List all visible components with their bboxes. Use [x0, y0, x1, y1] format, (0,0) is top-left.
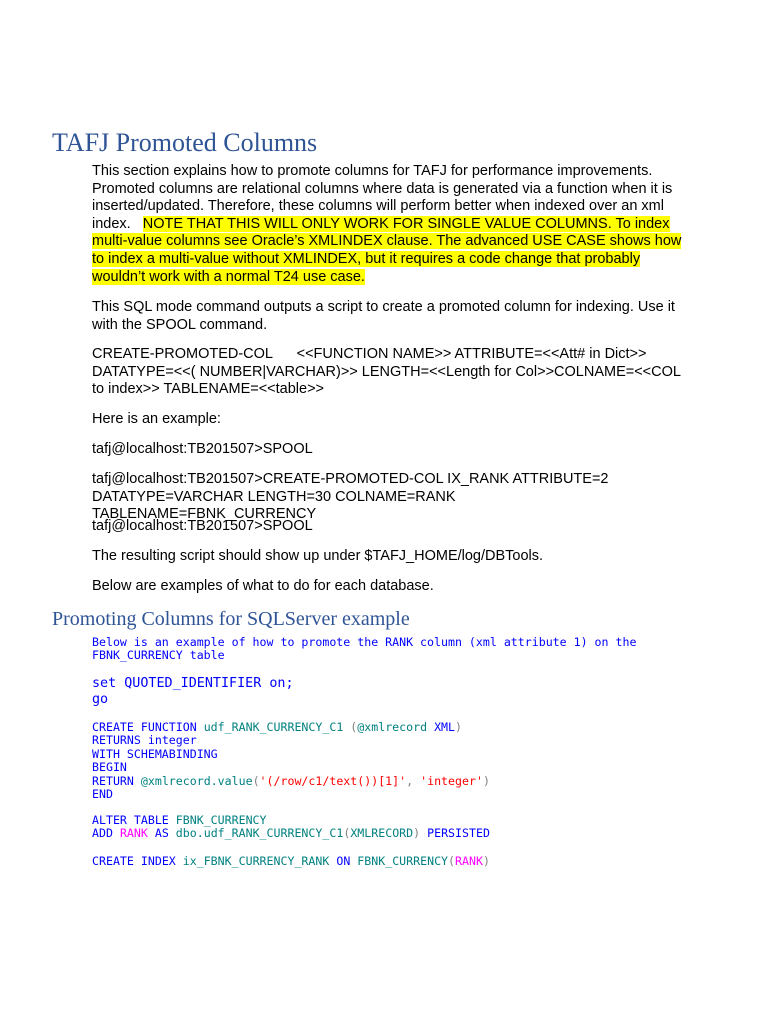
code-token: ADD	[92, 826, 113, 841]
code-token: QUOTED_IDENTIFIER	[124, 676, 262, 691]
code-token: TABLE	[133, 813, 169, 827]
code-token: FUNCTION	[140, 720, 197, 734]
below-paragraph: Below are examples of what to do for each database.	[92, 578, 434, 594]
section-title: Promoting Columns for SQLServer example	[52, 608, 410, 630]
code-token: (	[350, 720, 358, 734]
code-token: CREATE	[92, 720, 134, 734]
code-token: ALTER	[92, 813, 127, 827]
code-token: go	[92, 691, 109, 707]
command-create-promoted-col: tafj@localhost:TB201507>CREATE-PROMOTED-COL IX_RANK ATTRIBUTE=2 DATATYPE=VARCHAR LENGTH=30 COLNAME=RANK TABLENAME=FBNK_CURRENCY	[92, 471, 609, 523]
command-spool-end: tafj@localhost:TB201507>SPOOL	[92, 518, 313, 534]
code-token: END	[92, 787, 113, 802]
code-token: XMLRECORD	[350, 826, 414, 841]
code-token: integer	[147, 733, 197, 748]
code-token: @xmlrecord	[357, 720, 428, 734]
code-token: (	[252, 773, 260, 788]
code-token: RETURN	[92, 773, 134, 788]
code-token: RETURNS	[92, 733, 141, 748]
code-token: )	[455, 720, 463, 734]
code-token: XML	[434, 720, 456, 734]
example-intro: Here is an example:	[92, 411, 221, 427]
code-token: on;	[269, 676, 294, 691]
result-paragraph: The resulting script should show up under $TAFJ_HOME/log/DBTools.	[92, 548, 544, 564]
code-token: RANK	[119, 826, 148, 841]
code-token: dbo.udf_RANK_CURRENCY_C1	[175, 826, 344, 841]
code-token: CREATE	[92, 854, 134, 868]
code-intro: Below is an example of how to promote the RANK column (xml attribute 1) on the FBNK_CURRENCY table	[92, 635, 637, 663]
code-token: '(/row/c1/text())[1]'	[259, 773, 407, 788]
code-token: (	[343, 826, 351, 841]
code-block-set	[92, 676, 692, 707]
code-block-function	[92, 721, 692, 801]
code-token: ix_FBNK_CURRENCY_RANK	[182, 854, 330, 868]
code-token: RANK	[455, 854, 483, 868]
code-token: udf_RANK_CURRENCY_C1	[203, 720, 344, 734]
spool-paragraph: This SQL mode command outputs a script to create a promoted column for indexing. Use it with the SPOOL command.	[92, 299, 675, 333]
code-token: WITH SCHEMABINDING	[92, 746, 218, 761]
code-token: INDEX	[140, 854, 176, 868]
intro-paragraph	[92, 163, 682, 286]
highlighted-note: NOTE THAT THIS WILL ONLY WORK FOR SINGLE VALUE COLUMNS. To index multi-value columns see Oracle’s XMLINDEX clause. The advanced USE CASE shows how to index a multi-value without XMLINDEX, but it requires a code change that probably wouldn’t work with a normal T24 use case.	[92, 215, 682, 285]
code-token: BEGIN	[92, 760, 127, 775]
code-token: )	[482, 854, 490, 868]
code-token: AS	[154, 826, 169, 841]
code-token: (	[448, 854, 456, 868]
code-token: FBNK_CURRENCY	[357, 854, 449, 868]
code-token: ON	[336, 854, 351, 868]
page-title: TAFJ Promoted Columns	[52, 128, 318, 157]
code-token: )	[482, 773, 490, 788]
intro-text: This section explains how to promote columns for TAFJ for performance improvements. Promoted columns are relational columns where data is generated via a function when it is inserted/updated. Therefore, these columns will perform better when indexed over an xml index.	[92, 163, 673, 232]
code-block-index	[92, 855, 692, 868]
code-token: 'integer'	[420, 773, 483, 788]
syntax-paragraph: CREATE-PROMOTED-COL <<FUNCTION NAME>> ATTRIBUTE=<<Att# in Dict>> DATATYPE=<<( NUMBER|VARCHAR)>> LENGTH=<<Length for Col>>COLNAME=<<COL to index>> TABLENAME=<<table>>	[92, 346, 685, 398]
code-token: ,	[406, 773, 414, 788]
command-spool-start: tafj@localhost:TB201507>SPOOL	[92, 441, 313, 457]
code-token: @xmlrecord.value	[140, 773, 253, 788]
code-token: )	[413, 826, 421, 841]
code-token: set	[92, 676, 117, 691]
code-block-alter	[92, 814, 692, 841]
code-token: FBNK_CURRENCY	[175, 813, 267, 827]
code-token: PERSISTED	[427, 826, 490, 841]
